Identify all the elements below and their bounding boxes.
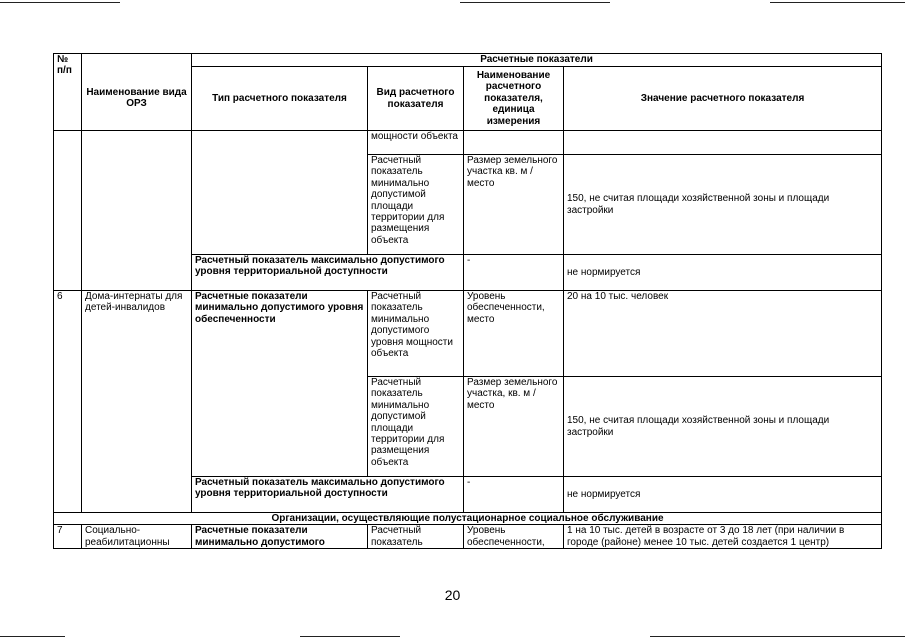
page-number: 20 <box>444 587 461 603</box>
num-cell: 6 <box>54 291 82 513</box>
header-type: Тип расчетного показателя <box>192 67 368 131</box>
kind-cell: Расчетный показатель минимально допустимой площади территории для размещения объекта <box>368 377 464 477</box>
header-row-1 <box>54 54 882 67</box>
value-cell <box>564 131 882 155</box>
unit-cell: Уровень обеспеченности, <box>464 525 564 549</box>
section-title: Организации, осуществляющие полустационарное социальное обслуживание <box>54 513 882 525</box>
header-unit: Наименование расчетного показателя, единица измерения <box>464 67 564 131</box>
table-row <box>54 291 882 377</box>
num-cell <box>54 131 82 291</box>
value-cell: 1 на 10 тыс. детей в возрасте от 3 до 18 лет (при наличии в городе (районе) менее 10 тыс. детей создается 1 центр) <box>564 525 882 549</box>
num-cell: 7 <box>54 525 82 549</box>
unit-cell: Уровень обеспеченности, место <box>464 291 564 377</box>
kind-cell: мощности объекта <box>368 131 464 155</box>
header-value: Значение расчетного показателя <box>564 67 882 131</box>
table-row <box>54 525 882 549</box>
type-cell: Расчетные показатели минимально допустимого уровня обеспеченности <box>192 291 368 477</box>
unit-cell: - <box>464 477 564 513</box>
value-cell: 150, не считая площади хозяйственной зоны и площади застройки <box>564 377 882 477</box>
header-row-2 <box>54 67 882 131</box>
unit-cell: Размер земельного участка, кв. м /место <box>464 377 564 477</box>
indicators-table <box>53 53 882 549</box>
type-cell: Расчетный показатель максимально допустимого уровня территориальной доступности <box>192 477 464 513</box>
type-cell: Расчетные показатели минимально допустимого <box>192 525 368 549</box>
header-num: № п/п <box>54 54 82 131</box>
value-cell: не нормируется <box>564 477 882 513</box>
unit-cell <box>464 131 564 155</box>
type-cell <box>192 131 368 255</box>
name-cell: Дома-интернаты для детей-инвалидов <box>82 291 192 513</box>
type-cell: Расчетный показатель максимально допустимого уровня территориальной доступности <box>192 255 464 291</box>
value-cell: 20 на 10 тыс. человек <box>564 291 882 377</box>
header-kind: Вид расчетного показателя <box>368 67 464 131</box>
kind-cell: Расчетный показатель <box>368 525 464 549</box>
name-cell: Социально-реабилитационны <box>82 525 192 549</box>
kind-cell: Расчетный показатель минимально допустимой площади территории для размещения объекта <box>368 155 464 255</box>
value-cell: 150, не считая площади хозяйственной зоны и площади застройки <box>564 155 882 255</box>
unit-cell: - <box>464 255 564 291</box>
scan-line-top-right <box>770 2 905 3</box>
unit-cell: Размер земельного участка кв. м /место <box>464 155 564 255</box>
header-group: Расчетные показатели <box>192 54 882 67</box>
scan-line-bottom-right <box>650 636 905 637</box>
table-row <box>54 131 882 155</box>
section-row <box>54 513 882 525</box>
value-cell: не нормируется <box>564 255 882 291</box>
name-cell <box>82 131 192 291</box>
scan-line-bottom-mid <box>300 636 400 637</box>
kind-cell: Расчетный показатель минимально допустимого уровня мощности объекта <box>368 291 464 377</box>
scan-line-bottom-left <box>0 636 65 637</box>
scan-line-top-mid <box>460 2 610 3</box>
scan-line-top-left <box>0 2 120 3</box>
header-name-top <box>82 54 192 67</box>
header-name: Наименование вида ОРЗ <box>82 67 192 131</box>
